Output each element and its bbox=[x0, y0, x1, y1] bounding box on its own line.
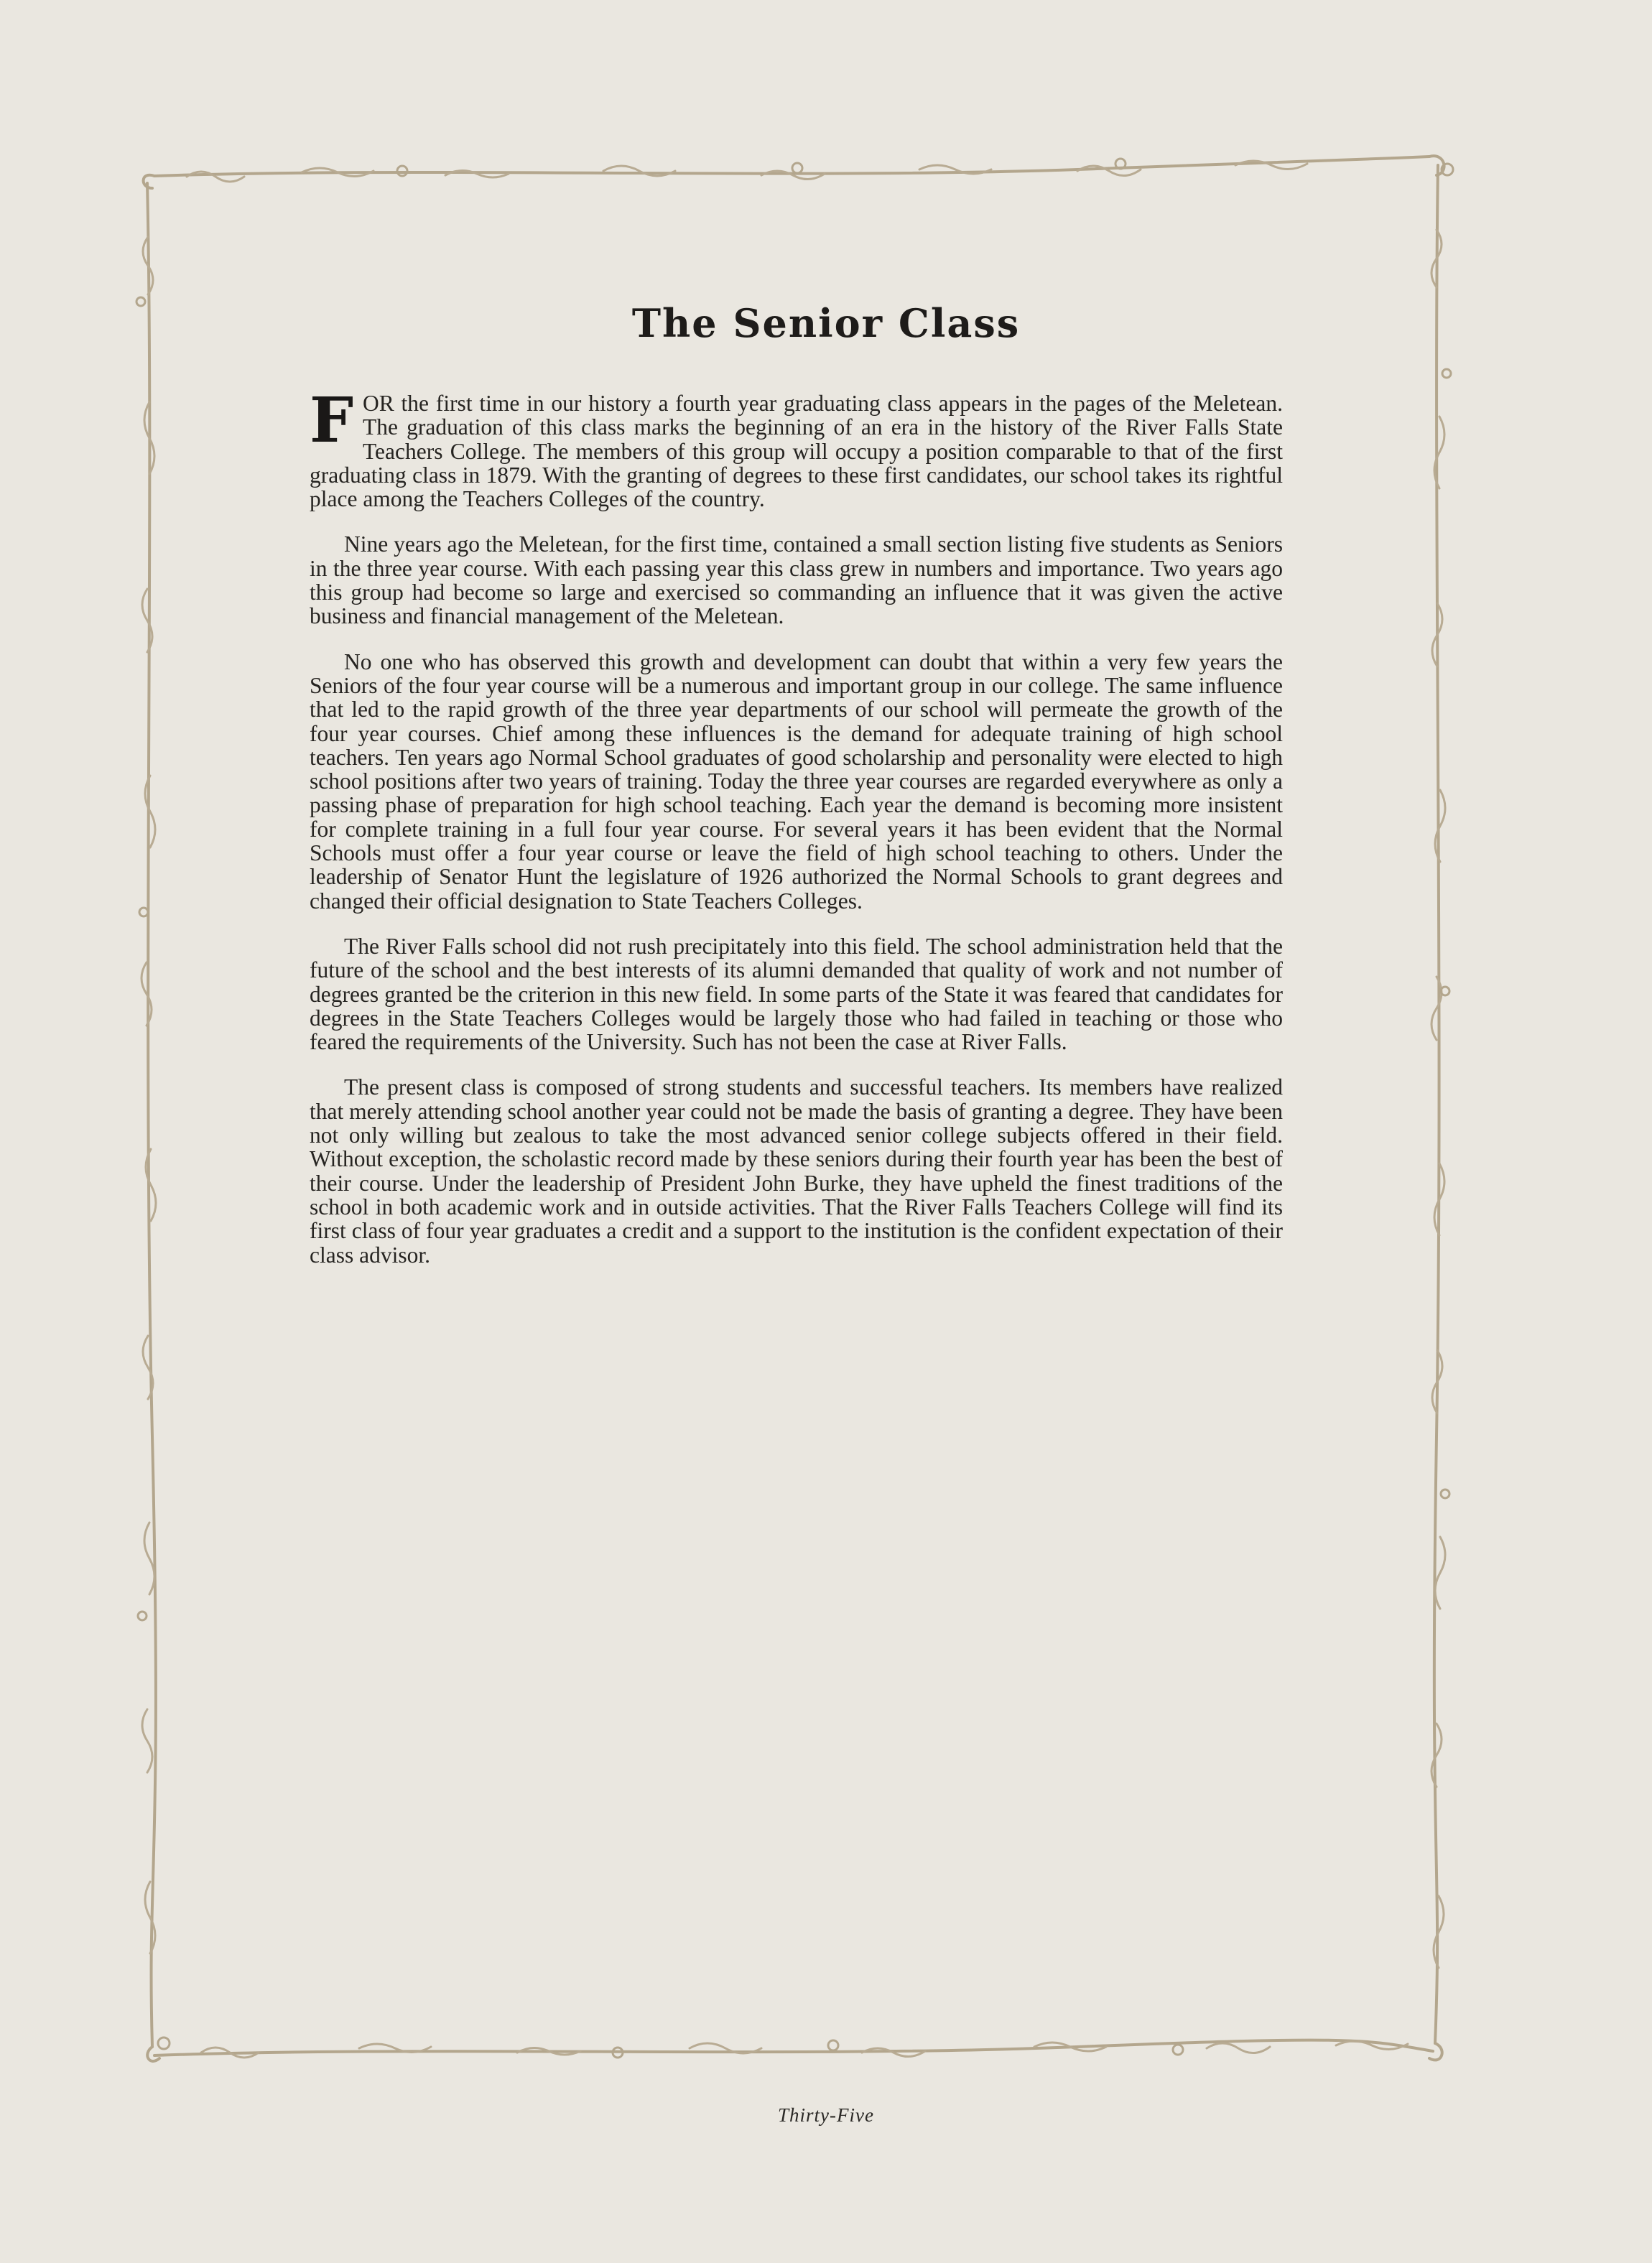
paragraph-5: The present class is composed of strong students and successful teachers. Its members have realized that merely attending school another year could not be made the basis of granting a degree. They have been not only willing but zealous to take the most advanced senior college subjects offered in their field. Without exception, the scholastic record made by these seniors during their fourth year has been the best of their course. Under the leadership of President John Burke, they have upheld the finest traditions of the school in both academic work and in outside activities. That the River Falls Teachers College will find its first class of four year graduates a credit and a support to the institution is the confident expectation of their class advisor. bbox=[310, 1074, 1283, 1268]
paragraph-1-text: OR the first time in our history a fourth year graduating class appears in the pages of the Meletean. The graduation of this class marks the beginning of an era in the history of the River Falls State Teachers College. The members of this group will occupy a position comparable to that of the first graduating class in 1879. With the granting of degrees to these first candidates, our school takes its rightful place among the Teachers Colleges of the country. bbox=[310, 391, 1283, 512]
drop-cap: F bbox=[310, 384, 354, 457]
page-number: Thirty-Five bbox=[778, 2104, 874, 2126]
page-title: The Senior Class bbox=[631, 300, 1021, 346]
paragraph-3: No one who has observed this growth and development can doubt that within a very few years the Seniors of the four year course will be a numerous and important group in our college. The same influence that led to the rapid growth of the three year departments of our school will permeate the growth of the four year courses. Chief among these influences is the demand for adequate training of high school teachers. Ten years ago Normal School graduates of good scholarship and personality were elected to high school positions after two years of training. Today the three year courses are regarded everywhere as only a passing phase of preparation for high school teaching. Each year the demand is becoming more insistent for complete training in a full four year course. For several years it has been evident that the Normal Schools must offer a four year course or leave the field of high school teaching to others. Under the leadership of Senator Hunt the legislature of 1926 authorized the Normal Schools to grant degrees and changed their official designation to State Teachers Colleges. bbox=[310, 649, 1283, 914]
paragraph-2: Nine years ago the Meletean, for the first time, contained a small section listing five students as Seniors in the three year course. With each passing year this class grew in numbers and importance. Two years ago this group had become so large and exercised so commanding an influence that it was given the active business and financial management of the Meletean. bbox=[310, 531, 1283, 629]
paragraph-4: The River Falls school did not rush precipitately into this field. The school administration held that the future of the school and the best interests of its alumni demanded that quality of work and not number of degrees granted be the criterion in this new field. In some parts of the State it was feared that candidates for degrees in the State Teachers Colleges would be largely those who had failed in teaching or those who feared the requirements of the University. Such has not been the case at River Falls. bbox=[310, 933, 1283, 1055]
paragraph-1 bbox=[310, 384, 1283, 512]
article-body bbox=[310, 384, 1283, 1288]
